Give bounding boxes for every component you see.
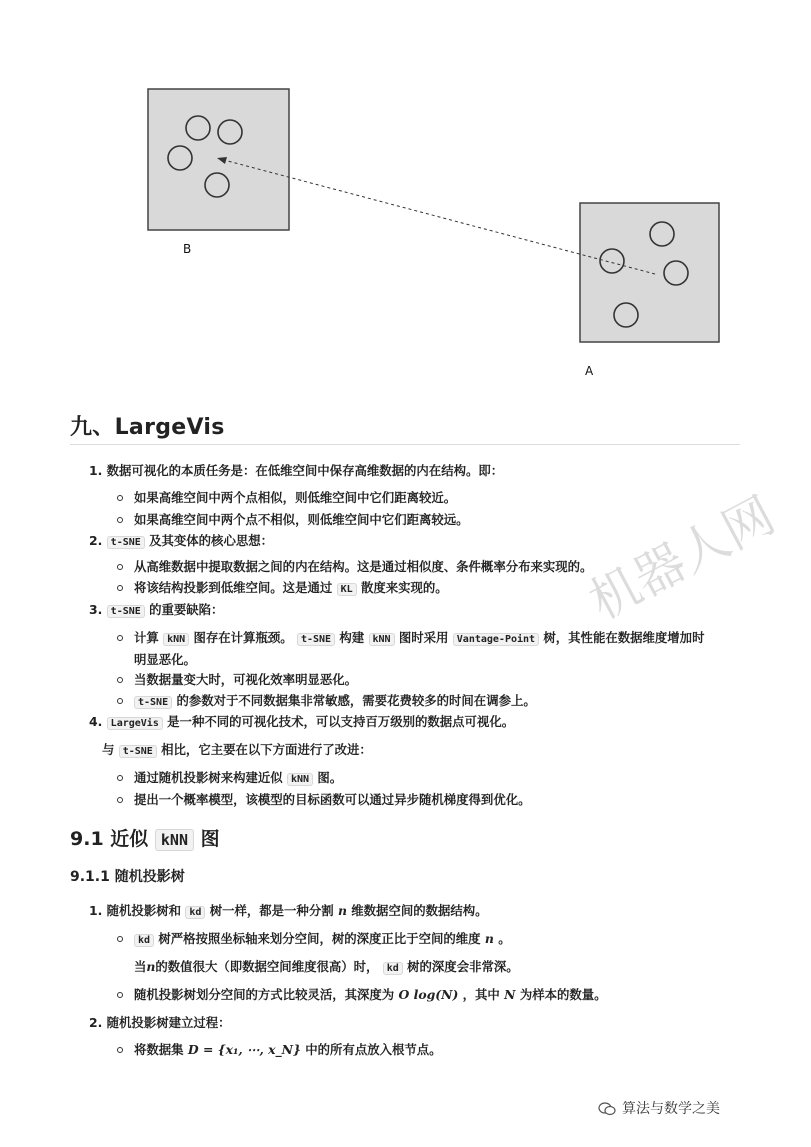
list-item: 计算 kNN 图存在计算瓶颈。 t-SNE 构建 kNN 图时采用 Vantage-Point 树，其性能在数据维度增加时 bbox=[134, 629, 704, 648]
list-item: 3. t-SNE 的重要缺陷： bbox=[89, 602, 224, 617]
box-a bbox=[580, 203, 719, 342]
label-b: B bbox=[183, 242, 192, 256]
list-item: 2. t-SNE 及其变体的核心思想： bbox=[89, 533, 274, 548]
list-item: 从高维数据中提取数据之间的内在结构。这是通过相似度、条件概率分布来实现的。 bbox=[134, 559, 593, 574]
list-item: kd 树严格按照坐标轴来划分空间，树的深度正比于空间的维度 n 。 bbox=[134, 930, 511, 949]
box-b bbox=[148, 89, 289, 230]
list-item: 1. 随机投影树和 kd 树一样，都是一种分割 n 维数据空间的数据结构。 bbox=[89, 903, 488, 918]
list-item: t-SNE 的参数对于不同数据集非常敏感，需要花费较多的时间在调参上。 bbox=[134, 692, 536, 711]
section-heading: 九、LargeVis bbox=[70, 415, 225, 440]
list-item-continued: 明显恶化。 bbox=[134, 652, 196, 667]
diagram-figure bbox=[0, 0, 811, 400]
list-item: 如果高维空间中两个点相似，则低维空间中它们距离较近。 bbox=[134, 490, 457, 505]
list-item: 2. 随机投影树建立过程： bbox=[89, 1015, 231, 1030]
list-item: 通过随机投影树来构建近似 kNN 图。 bbox=[134, 769, 342, 788]
watermark-text: 机器人网 bbox=[580, 485, 784, 631]
divider bbox=[70, 444, 740, 445]
list-item: 将该结构投影到低维空间。这是通过 KL 散度来实现的。 bbox=[134, 579, 448, 598]
footer-brand: 算法与数学之美 bbox=[598, 1098, 720, 1118]
list-item: 1. 数据可视化的本质任务是：在低维空间中保存高维数据的内在结构。即： bbox=[89, 463, 504, 478]
label-a: A bbox=[585, 364, 594, 378]
list-item: 提出一个概率模型，该模型的目标函数可以通过异步随机梯度得到优化。 bbox=[134, 792, 531, 807]
list-item: 随机投影树划分空间的方式比较灵活，其深度为 O log(N) ，其中 N 为样本的数量。 bbox=[134, 987, 607, 1002]
list-item: 4. LargeVis 是一种不同的可视化技术，可以支持百万级别的数据点可视化。 bbox=[89, 714, 515, 729]
subsubsection-heading: 9.1.1 随机投影树 bbox=[70, 869, 185, 885]
list-item: 将数据集 D = {x₁, ⋯, x_N} 中的所有点放入根节点。 bbox=[134, 1042, 442, 1057]
list-item: 如果高维空间中两个点不相似，则低维空间中它们距离较远。 bbox=[134, 512, 469, 527]
list-item: 当数据量变大时，可视化效率明显恶化。 bbox=[134, 672, 358, 687]
subsection-heading: 9.1 近似 kNN 图 bbox=[70, 828, 220, 850]
list-item-continued: 当n的数值很大（即数据空间维度很高）时， kd 树的深度会非常深。 bbox=[134, 959, 519, 974]
paragraph: 与 t-SNE 相比，它主要在以下方面进行了改进： bbox=[102, 742, 372, 757]
wechat-icon bbox=[598, 1102, 616, 1116]
